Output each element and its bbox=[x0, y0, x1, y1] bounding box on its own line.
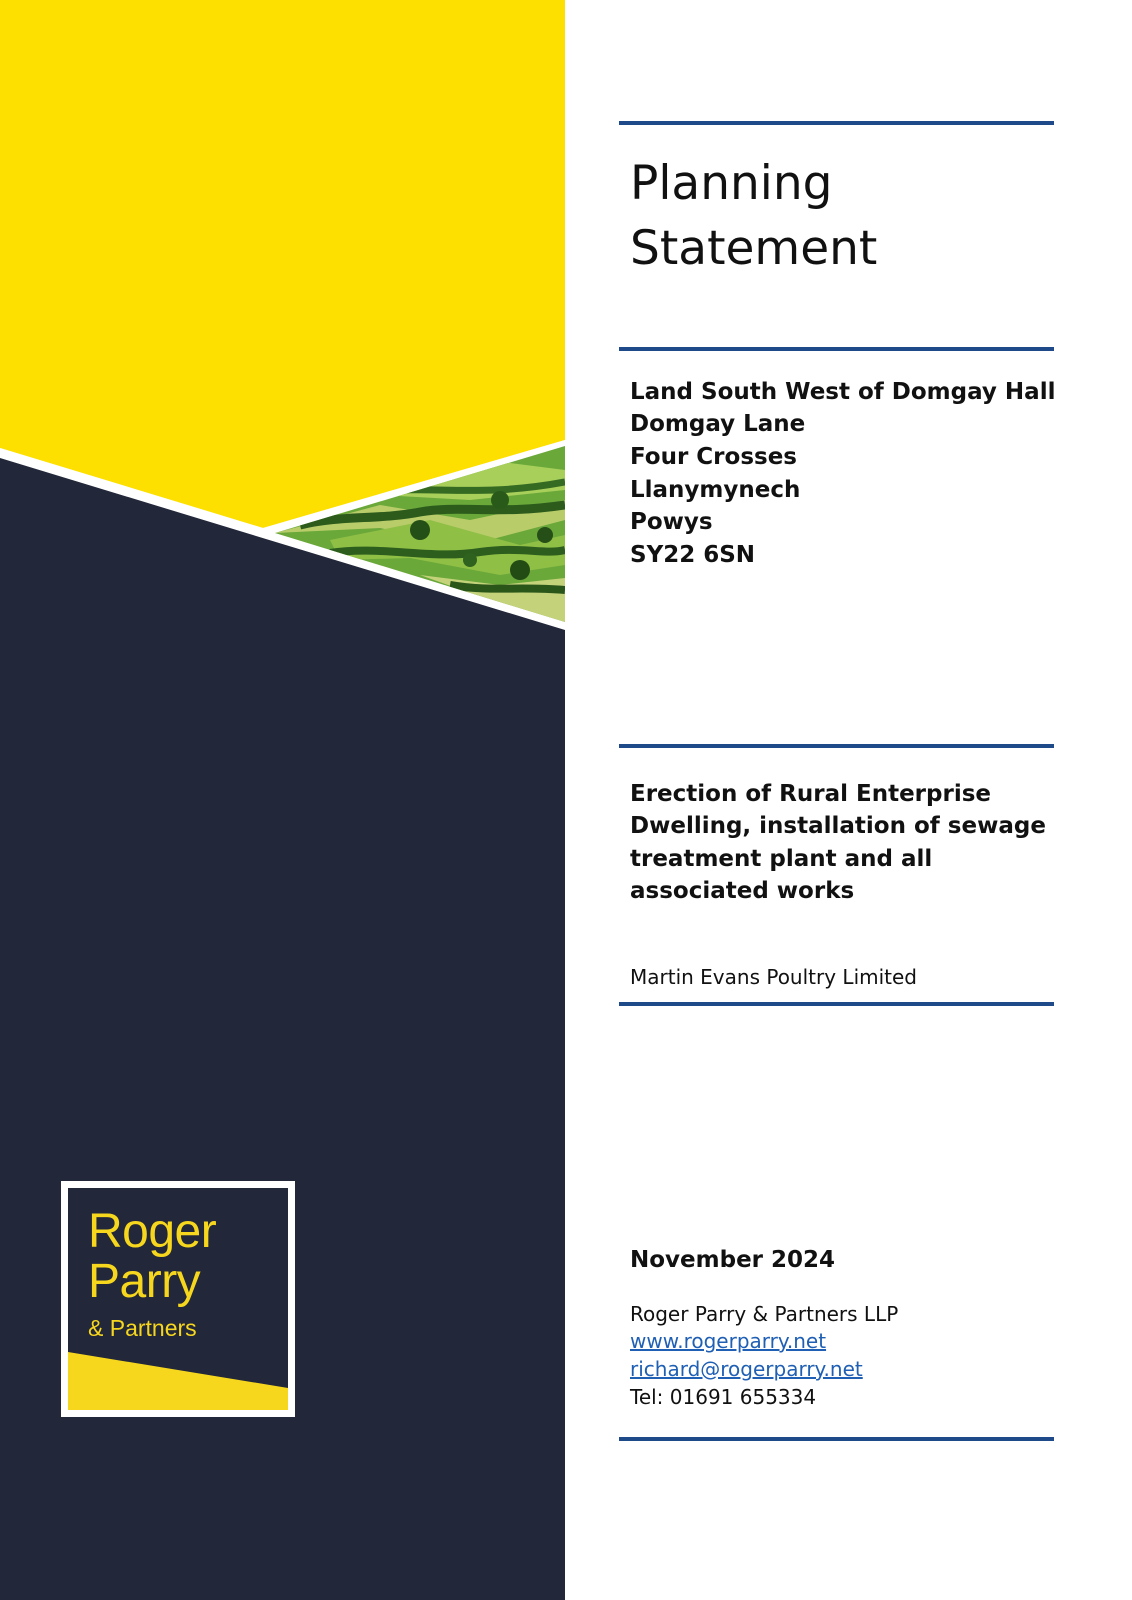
cover-graphic-panel bbox=[0, 0, 565, 1600]
telephone: Tel: 01691 655334 bbox=[630, 1385, 817, 1409]
divider-rule-3 bbox=[619, 744, 1054, 748]
description-line: treatment plant and all bbox=[630, 846, 933, 872]
navy-block bbox=[0, 458, 565, 1600]
description-line: Dwelling, installation of sewage bbox=[630, 813, 1046, 839]
address-line: Domgay Lane bbox=[630, 411, 806, 437]
yellow-block bbox=[0, 0, 565, 528]
logo-text-parry: Parry bbox=[88, 1255, 201, 1308]
website-link[interactable]: www.rogerparry.net bbox=[630, 1329, 827, 1353]
logo-text-partners: & Partners bbox=[88, 1315, 197, 1341]
document-date: November 2024 bbox=[630, 1247, 836, 1273]
address-line: Land South West of Domgay Hall bbox=[630, 379, 1056, 405]
company-name: Roger Parry & Partners LLP bbox=[630, 1302, 899, 1326]
divider-rule-1 bbox=[619, 121, 1054, 125]
title-line-1: Planning bbox=[630, 156, 833, 211]
title-line-2: Statement bbox=[630, 221, 878, 276]
address-line: Powys bbox=[630, 509, 713, 535]
client-name: Martin Evans Poultry Limited bbox=[630, 965, 918, 989]
divider-rule-4 bbox=[619, 1002, 1054, 1006]
logo-inner bbox=[68, 1188, 288, 1410]
address-line: SY22 6SN bbox=[630, 542, 756, 568]
roger-parry-logo bbox=[61, 1181, 295, 1417]
description-line: Erection of Rural Enterprise bbox=[630, 781, 992, 807]
divider-rule-5 bbox=[619, 1437, 1054, 1441]
address-line: Four Crosses bbox=[630, 444, 797, 470]
description-line: associated works bbox=[630, 878, 855, 904]
divider-rule-2 bbox=[619, 347, 1054, 351]
address-line: Llanymynech bbox=[630, 477, 801, 503]
logo-text-roger: Roger bbox=[88, 1205, 217, 1258]
email-link[interactable]: richard@rogerparry.net bbox=[630, 1357, 863, 1381]
